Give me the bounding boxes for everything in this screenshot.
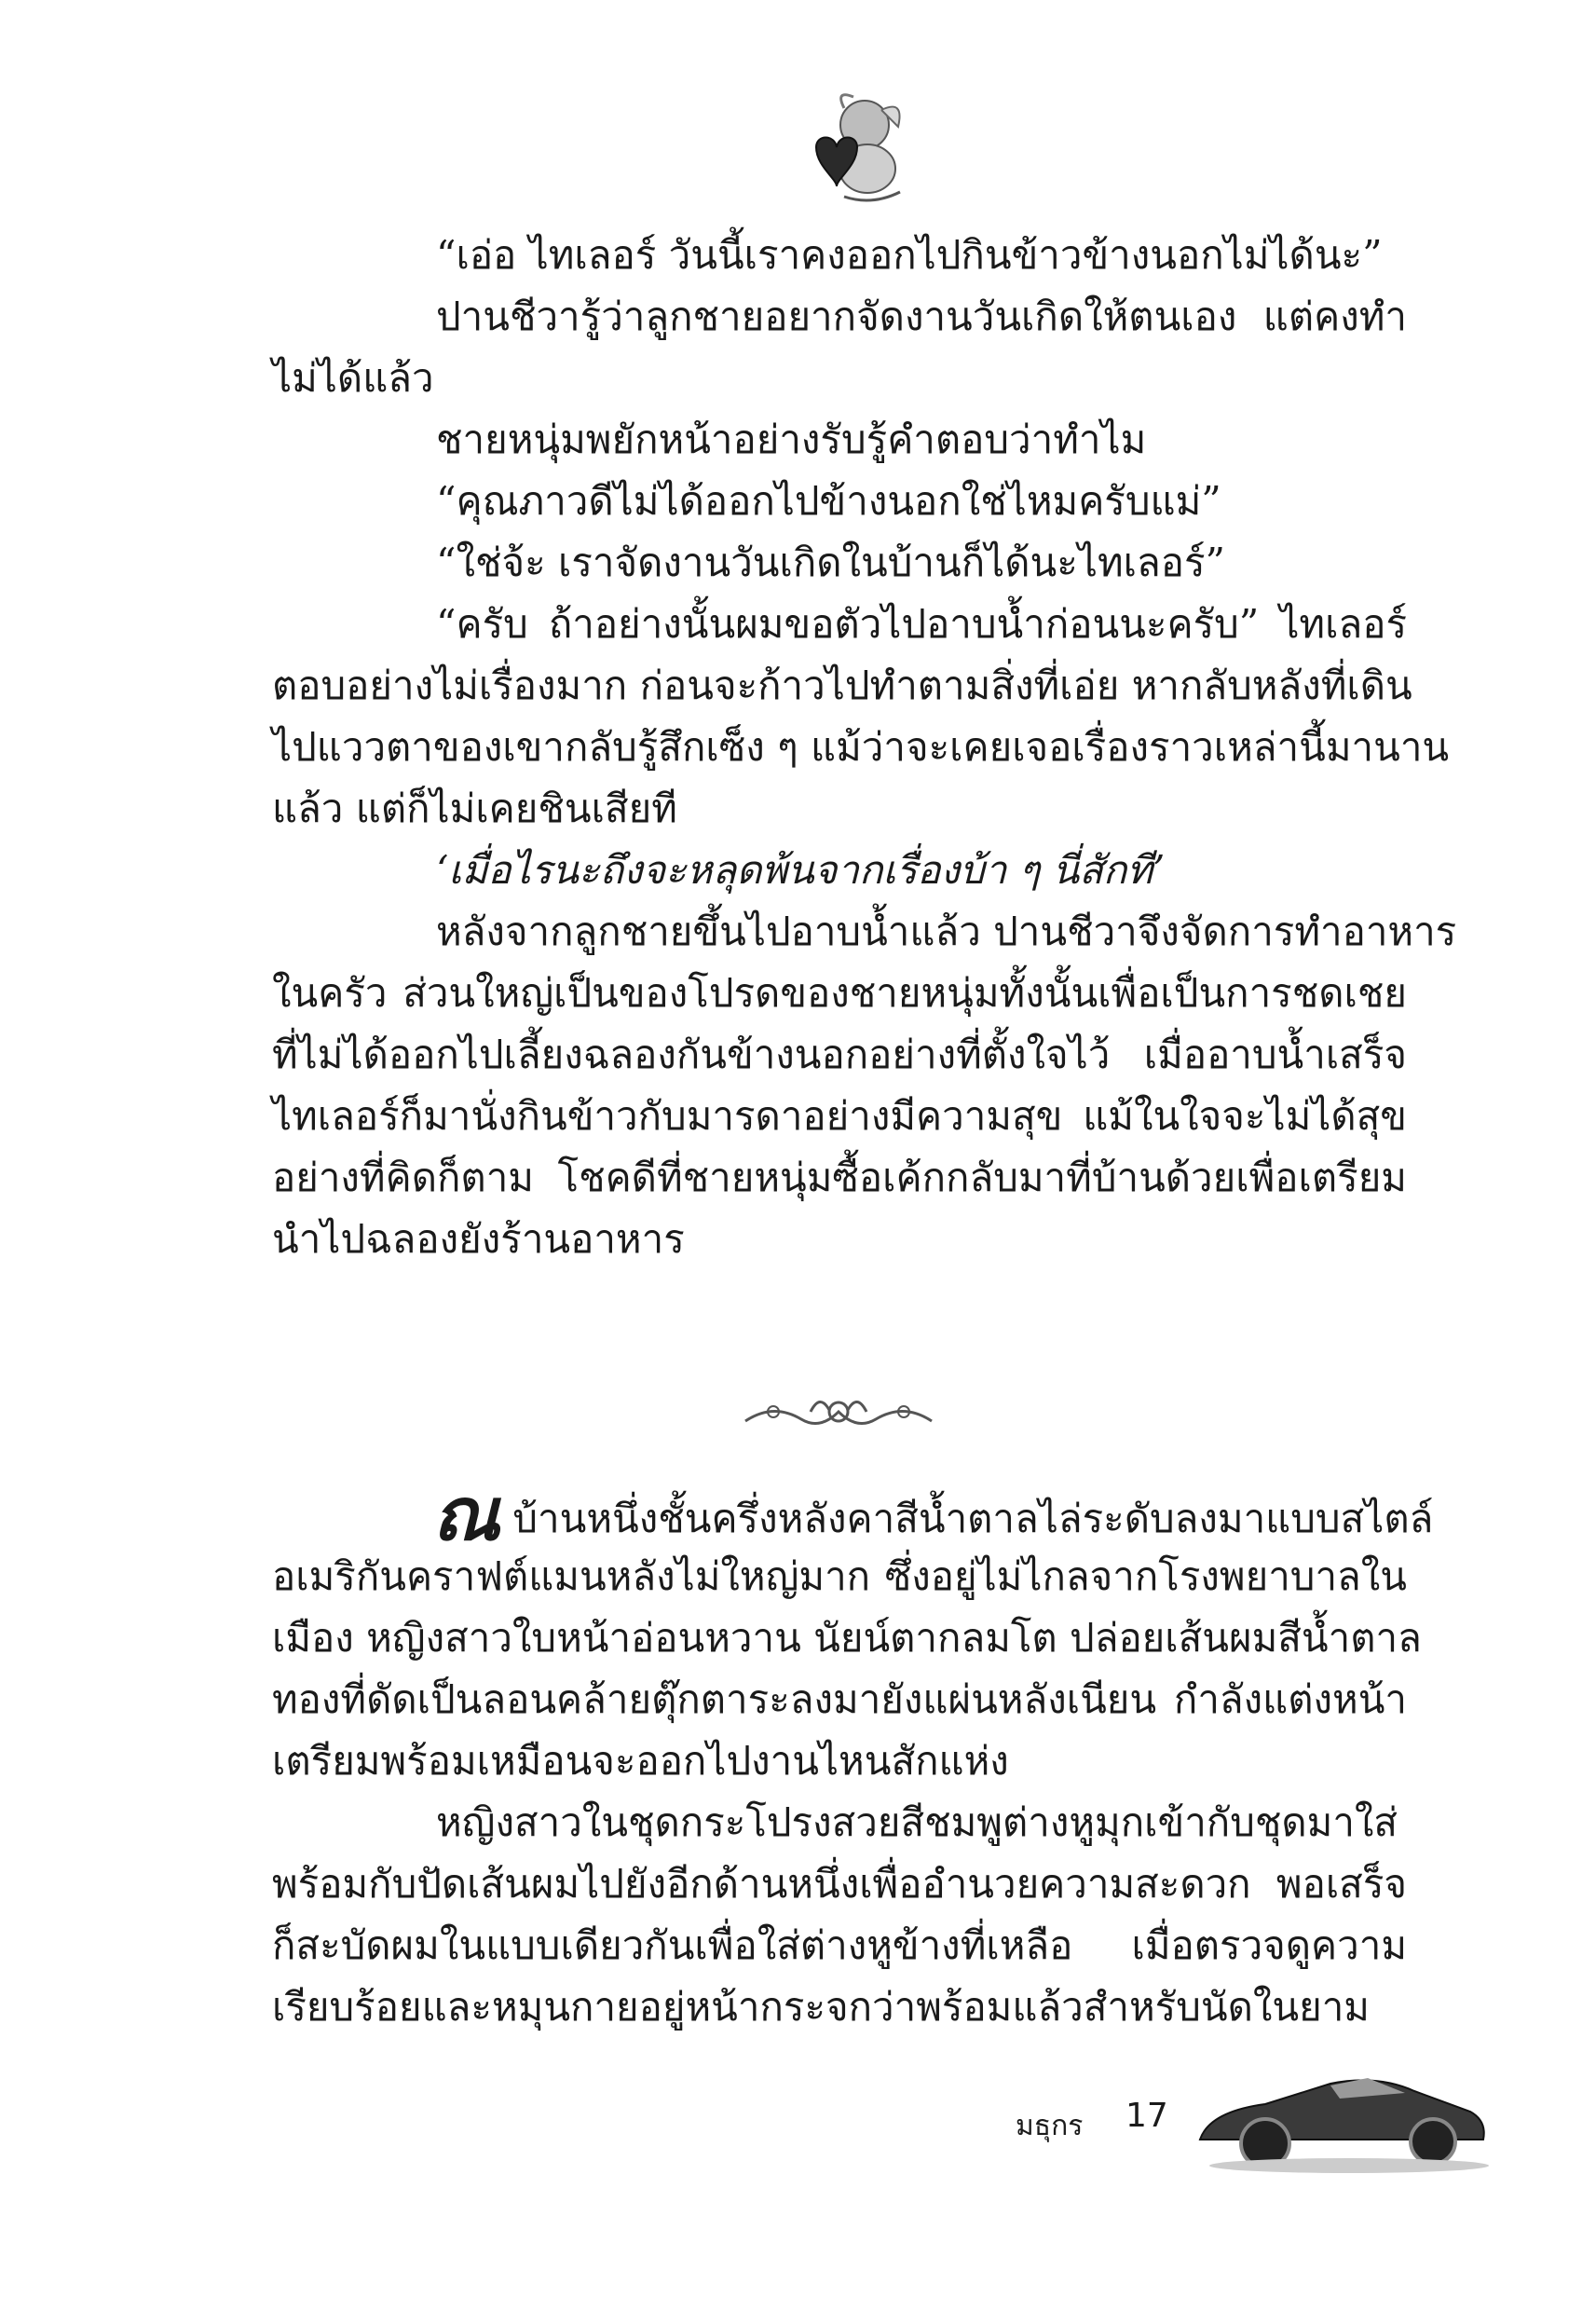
line-text: ก็สะบัดผมในแบบเดียวกันเพื่อใส่ต่างหูข้างที่เหลือ เมื่อตรวจดูความ [272, 1922, 1407, 1968]
car-illustration-icon [1191, 2046, 1491, 2177]
line-text: “ใช่จ้ะ เราจัดงานวันเกิดในบ้านก็ได้นะไทเลอร์” [436, 540, 1225, 585]
line-text: “คุณภาวดีไม่ได้ออกไปข้างนอกใช่ไหมครับแม่” [436, 478, 1221, 524]
text-line [272, 1860, 1407, 1908]
text-line [272, 1983, 1407, 2031]
line-text: ปานชีวารู้ว่าลูกชายอยากจัดงานวันเกิดให้ตนเอง แต่คงทำ [436, 294, 1407, 339]
text-line [272, 1215, 1407, 1264]
text-line [272, 477, 1407, 526]
line-text: ตอบอย่างไม่เรื่องมาก ก่อนจะก้าวไปทำตามสิ่งที่เอ่ย หากลับหลังที่เดิน [272, 663, 1412, 708]
line-text: “ครับ ถ้าอย่างนั้นผมขอตัวไปอาบน้ำก่อนนะครับ” ไทเลอร์ [436, 601, 1407, 647]
line-text: หญิงสาวในชุดกระโปรงสวยสีชมพูต่างหูมุกเข้ากับชุดมาใส่ [436, 1799, 1398, 1845]
line-text: ไปแววตาของเขากลับรู้สึกเซ็ง ๆ แม้ว่าจะเคยเจอเรื่องราวเหล่านี้มานาน [272, 724, 1450, 770]
line-text: ในครัว ส่วนใหญ่เป็นของโปรดของชายหนุ่มทั้งนั้นเพื่อเป็นการชดเชย [272, 970, 1407, 1016]
line-text: บ้านหนึ่งชั้นครึ่งหลังคาสีน้ำตาลไล่ระดับลงมาแบบสไตล์ [512, 1496, 1434, 1541]
line-text: เรียบร้อยและหมุนกายอยู่หน้ากระจกว่าพร้อมแล้วสำหรับนัดในยาม [272, 1984, 1370, 2030]
line-text: อเมริกันคราฟต์แมนหลังไม่ใหญ่มาก ซึ่งอยู่ไม่ไกลจากโรงพยาบาลใน [272, 1553, 1407, 1599]
drop-cap: ณ [432, 1472, 500, 1557]
line-text: เมือง หญิงสาวใบหน้าอ่อนหวาน นัยน์ตากลมโต ปล่อยเส้นผมสีน้ำตาล [272, 1615, 1422, 1661]
text-line [272, 969, 1407, 1018]
line-text: เตรียมพร้อมเหมือนจะออกไปงานไหนสักแห่ง [272, 1738, 1009, 1784]
line-text: ‘เมื่อไรนะถึงจะหลุดพ้นจากเรื่องบ้า ๆ นี่สักที’ [436, 847, 1166, 893]
text-line [272, 785, 1407, 833]
line-text: แล้ว แต่ก็ไม่เคยชินเสียที [272, 786, 677, 831]
text-line [272, 662, 1412, 710]
text-line [272, 723, 1450, 772]
line-text: “เอ่อ ไทเลอร์ วันนี้เราคงออกไปกินข้าวข้างนอกไม่ได้นะ” [436, 232, 1383, 278]
text-line [272, 1154, 1407, 1202]
text-line [272, 1737, 1407, 1785]
text-line [272, 293, 1407, 341]
text-line [272, 416, 1407, 464]
text-line [272, 1092, 1407, 1141]
text-line [272, 1675, 1407, 1724]
text-line [272, 600, 1407, 649]
text-line [272, 1031, 1407, 1079]
text-line [272, 354, 1407, 403]
line-text: หลังจากลูกชายขึ้นไปอาบน้ำแล้ว ปานชีวาจึงจัดการทำอาหาร [436, 909, 1457, 954]
line-text: ทองที่ดัดเป็นลอนคล้ายตุ๊กตาระลงมายังแผ่นหลังเนียน กำลังแต่งหน้า [272, 1676, 1407, 1722]
line-text: อย่างที่คิดก็ตาม โชคดีที่ชายหนุ่มซื้อเค้กกลับมาที่บ้านด้วยเพื่อเตรียม [272, 1155, 1407, 1200]
footer-title: มธุกร [1016, 2110, 1084, 2142]
ornament-divider-icon [736, 1384, 941, 1449]
line-text: ไม่ได้แล้ว [272, 355, 434, 401]
text-line [272, 539, 1407, 587]
cupid-heart-icon [779, 89, 919, 211]
page-number: 17 [1125, 2097, 1168, 2135]
text-line [272, 1552, 1407, 1601]
text-line [272, 1798, 1407, 1847]
text-line [272, 1614, 1422, 1662]
line-text: ชายหนุ่มพยักหน้าอย่างรับรู้คำตอบว่าทำไม [436, 417, 1147, 462]
text-line [272, 1472, 1434, 1557]
line-text: นำไปฉลองยังร้านอาหาร [272, 1216, 685, 1262]
text-line [272, 231, 1407, 280]
line-text: ที่ไม่ได้ออกไปเลี้ยงฉลองกันข้างนอกอย่างที่ตั้งใจไว้ เมื่ออาบน้ำเสร็จ [272, 1032, 1407, 1077]
text-line [272, 1921, 1407, 1970]
line-text: ไทเลอร์ก็มานั่งกินข้าวกับมารดาอย่างมีความสุข แม้ในใจจะไม่ได้สุข [272, 1093, 1407, 1139]
line-text: พร้อมกับปัดเส้นผมไปยังอีกด้านหนึ่งเพื่ออำนวยความสะดวก พอเสร็จ [272, 1861, 1407, 1907]
text-line [272, 846, 1407, 895]
text-line [272, 908, 1457, 956]
